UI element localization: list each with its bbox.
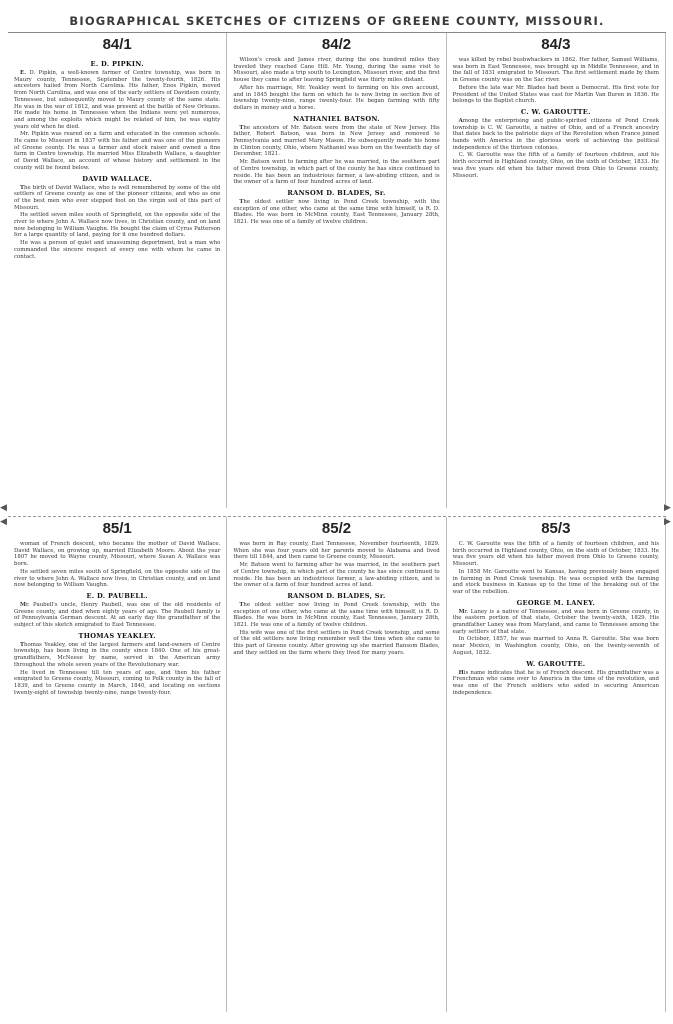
page-banner: BIOGRAPHICAL SKETCHES OF CITIZENS OF GREENE COUNTY, MISSOURI. [69, 14, 605, 28]
paragraph: Thomas Yeakley, one of the largest farmers and land-owners of Centre township, has been living in the county since 1840. One of his great-grandfathers, McNeese by name, served in the American army throughout the whole seven years of the Revolutionary war. [14, 641, 221, 668]
book-page [0, 14, 671, 1014]
paragraph: The oldest settler now living in Pond Creek township, with the exception of one other, who came at the same time with himself, is R. D. Blades. He was born in McMinn county, East Tennessee, January 28th, 1821. He was one of a family of twelve children. [233, 601, 440, 629]
section-body [233, 125, 439, 186]
arrow-left-icon: ◀ [0, 517, 7, 527]
paragraph: C. W. Garoutte was the fifth of a family of fourteen children, and his birth occurred in Highland county, Ohio, on the sixth of October, 1833. He was five years old when his father moved from Ohio to Greene county, Missouri. [452, 541, 659, 568]
section-heading: W. GAROUTTE. [526, 659, 586, 668]
section-heading: E. D. PAUBELL. [86, 591, 148, 600]
page-number: 84/2 [321, 36, 352, 53]
arrow-right-icon: ▶ [664, 503, 671, 513]
column-85-2 [227, 517, 446, 1012]
paragraph: Mr. Batson went to farming after he was married, in the southern part of Centre township, in which part of the county he has since continued to reside. He has been an industrious farmer, a law-abiding citizen, and is the owner of a farm of four hundred acres of land. [233, 562, 440, 589]
section-body [14, 70, 220, 172]
column-84-2 [227, 33, 446, 508]
arrow-left-icon: ◀ [0, 503, 7, 513]
section-heading: C. W. GAROUTTE. [520, 107, 591, 116]
section-heading: NATHANIEL BATSON. [293, 114, 380, 123]
paragraph: was killed by rebel bushwhackers in 1862. Her father, Samuel Williams, was born in East Tennessee, was brought up in Middle Tennessee, and in the fall of 1831 emigrated to Missouri. The first settlement made by them in Greene county was on the Sac river. [452, 57, 659, 84]
paragraph: In 1858 Mr. Garoutte went to Kansas, having previously been engaged in farming in Pond Creek township. He was occupied with the farming and stock business in Kansas up to the time of the breaking out of the war of the rebellion. [452, 568, 659, 595]
paragraph: The oldest settler now living in Pond Creek township, with the exception of one other, who came at the same time with himself, is R. D. Blades. He was born in McMinn county, East Tennessee, January 28th, 1821. He was one of a family of twelve children. [233, 198, 440, 226]
paragraph: Mr. Paubell's uncle, Henry Paubell, was one of the old residents of Greene county, and died when eighty years of age. The Paubell family is of Pennsylvania German descent. At an early day the grandfather of the subject of this sketch emigrated to East Tennessee. [14, 601, 221, 629]
section-body [453, 57, 659, 105]
paragraph: The birth of David Wallace, who is well remembered by some of the old settlers of Greene county as one of the pioneer citizens, and who as one of the best men who ever stepped foot on the virgin soil of this part of Missouri. [14, 184, 221, 211]
column-84-1 [8, 33, 227, 508]
paragraph: Among the enterprising and public-spirited citizens of Pond Creek township is C. W. Garoutte, a native of Ohio, and of a French ancestry that dates back to the patriotic days of the Revolution when France joined hands with America in the glorious work of achieving the political independence of the thirteen colonies. [452, 117, 659, 151]
section-body [233, 199, 439, 226]
page-number: 84/3 [541, 36, 571, 53]
paragraph: His name indicates that he is of French descent. His grandfather was a Frenchman who came over to America in the time of the revolution, and was one of the French soldiers who aided in securing American independence. [452, 669, 659, 696]
paragraph: The ancestors of Mr. Batson were from the state of New Jersey. His father, Robert Batson, was born in New Jersey and removed to Pennsylvania and married Mary Mason. He subsequently made his home in Clinton county, Ohio, where Nathaniel was born on the twentieth day of December, 1821. [233, 124, 440, 158]
top-half [0, 32, 671, 513]
paragraph: Mr. Laney is a native of Tennessee, and was born in Greene county, in the eastern portion of that state, October the twenty-sixth, 1829. His grandfather Laney was from Maryland, and came to Tennessee among the early settlers of that state. [452, 608, 659, 635]
section-heading: GEORGE M. LANEY. [516, 598, 596, 607]
paragraph: Mr. Batson went to farming after he was married, in the southern part of Centre township, in which part of the county he has since continued to reside. He has been an industrious farmer, a law-abiding citizen, and is the owner of a farm of four hundred acres of land. [233, 159, 440, 186]
section-heading: THOMAS YEAKLEY. [78, 631, 156, 640]
page-number: 85/1 [102, 520, 132, 537]
paragraph: He lived in Tennessee till ten years of age, and then his father emigrated to Greene county, Missouri, coming to Polk county in the fall of 1839, and to Greene county in March, 1840, and locating on sections twenty-eight of township twenty-nine, range twenty-four. [14, 669, 221, 696]
section-body [14, 541, 220, 589]
page-number: 85/3 [541, 520, 571, 537]
section-body [453, 118, 659, 179]
paragraph: Wilson's creek and James river, during the one hundred miles they traveled they reached Cane Hill. Mr. Young, during the same visit to Missouri, also made a trip south to Lexington, Missouri river, and the first house they came to after leaving Springfield was thirty miles distant. [233, 57, 440, 84]
section-body [233, 57, 439, 112]
page-number: 85/2 [321, 520, 352, 537]
section-body [233, 602, 439, 657]
paragraph: Mr. Pipkin was reared on a farm and educated in the common schools. He came to Missouri in 1837 with his father and was one of the pioneers of Greene county. He was a farmer and stock raiser and owned a fine farm in Centre township. He married Miss Elizabeth Wallace, a daughter of David Wallace, an account of whose history and settlement in the county will be found below. [14, 131, 221, 171]
section-body [453, 541, 659, 596]
section-body [14, 602, 220, 629]
page-number: 84/1 [102, 36, 132, 53]
paragraph: He settled seven miles south of Springfield, on the opposite side of the river to where John A. Wallace now lives, in Christian county, and on land now belonging to William Vaughn. [14, 568, 221, 589]
column-85-1 [8, 517, 227, 1012]
paragraph: E. D. Pipkin, a well-known farmer of Centre township, was born in Maury county, Tennessee, September the twenty-fourth, 1826. His ancestors hailed from North Carolina. His father, Enos Pipkin, moved from North Carolina, and was one of the early settlers of Davidson county, Tennessee, but subsequently moved to Maury county of the same state. He was in the war of 1812, and was present at the battle of New Orleans. He made his home in Tennessee when the Indians were yet numerous, and among the exploits which might be related of him, he was eighty years old when he died. [14, 70, 221, 130]
paragraph: Before the late war Mr. Blades had been a Democrat. His first vote for President of the United States was cast for Martin Van Buren in 1836. He belongs to the Baptist church. [452, 84, 659, 105]
paragraph: woman of French descent, who became the mother of David Wallace. David Wallace, on growing up, married Elizabeth Moore. About the year 1807 he moved to Wayne county, Missouri, where Susan A. Wallace was born. [14, 541, 221, 568]
section-body [453, 670, 659, 697]
paragraph: After his marriage, Mr. Yeakley went to farming on his own account, and in 1845 bought the farm on which he is now living in section five of township twenty-nine, range twenty-four. He began farming with fifty dollars in money and a horse. [233, 84, 440, 111]
section-heading: DAVID WALLACE. [82, 174, 153, 183]
section-body [14, 185, 220, 261]
paragraph: C. W. Garoutte was the fifth of a family of fourteen children, and his birth occurred in Highland county, Ohio, on the sixth of October, 1833. He was five years old when his father moved from Ohio to Greene county, Missouri. [452, 152, 659, 179]
arrow-right-icon: ▶ [664, 517, 671, 527]
bottom-half [0, 516, 671, 1012]
paragraph: He settled seven miles south of Springfield, on the opposite side of the river to where John A. Wallace now lives, in Christian county, and on land now belonging to William Vaughn. He bought the claim of Cyrus Patterson for a large quantity of land, paying for it one hundred dollars. [14, 212, 221, 239]
column-84-3 [447, 33, 666, 508]
paragraph: In October, 1857, he was married to Anna R. Garoutte. She was born near Mexico, in Washington county, Ohio, on the twenty-seventh of August, 1832. [452, 636, 659, 656]
section-heading: E. D. PIPKIN. [90, 60, 144, 68]
paragraph: He was a person of quiet and unassuming deportment, but a man who commanded the sincere respect of every one with whom he came in contact. [14, 240, 221, 260]
section-heading: RANSOM D. BLADES, Sr. [287, 591, 386, 600]
section-body [453, 609, 659, 657]
paragraph: was born in Ray county, East Tennessee, November fourteenth, 1829. When she was four years old her parents moved to Alabama and lived there till 1844, and then came to Greene county, Missouri. [233, 541, 440, 561]
column-85-3 [447, 517, 666, 1012]
section-body [233, 541, 439, 589]
paragraph: His wife was one of the first settlers in Pond Creek township, and some of the old settlers now living remember well the time when she came to this part of Greene county. After growing up she married Ransom Blades, and they settled on the farm where they lived for many years. [233, 629, 440, 656]
section-heading: RANSOM D. BLADES, Sr. [287, 188, 386, 197]
section-body [14, 642, 220, 697]
